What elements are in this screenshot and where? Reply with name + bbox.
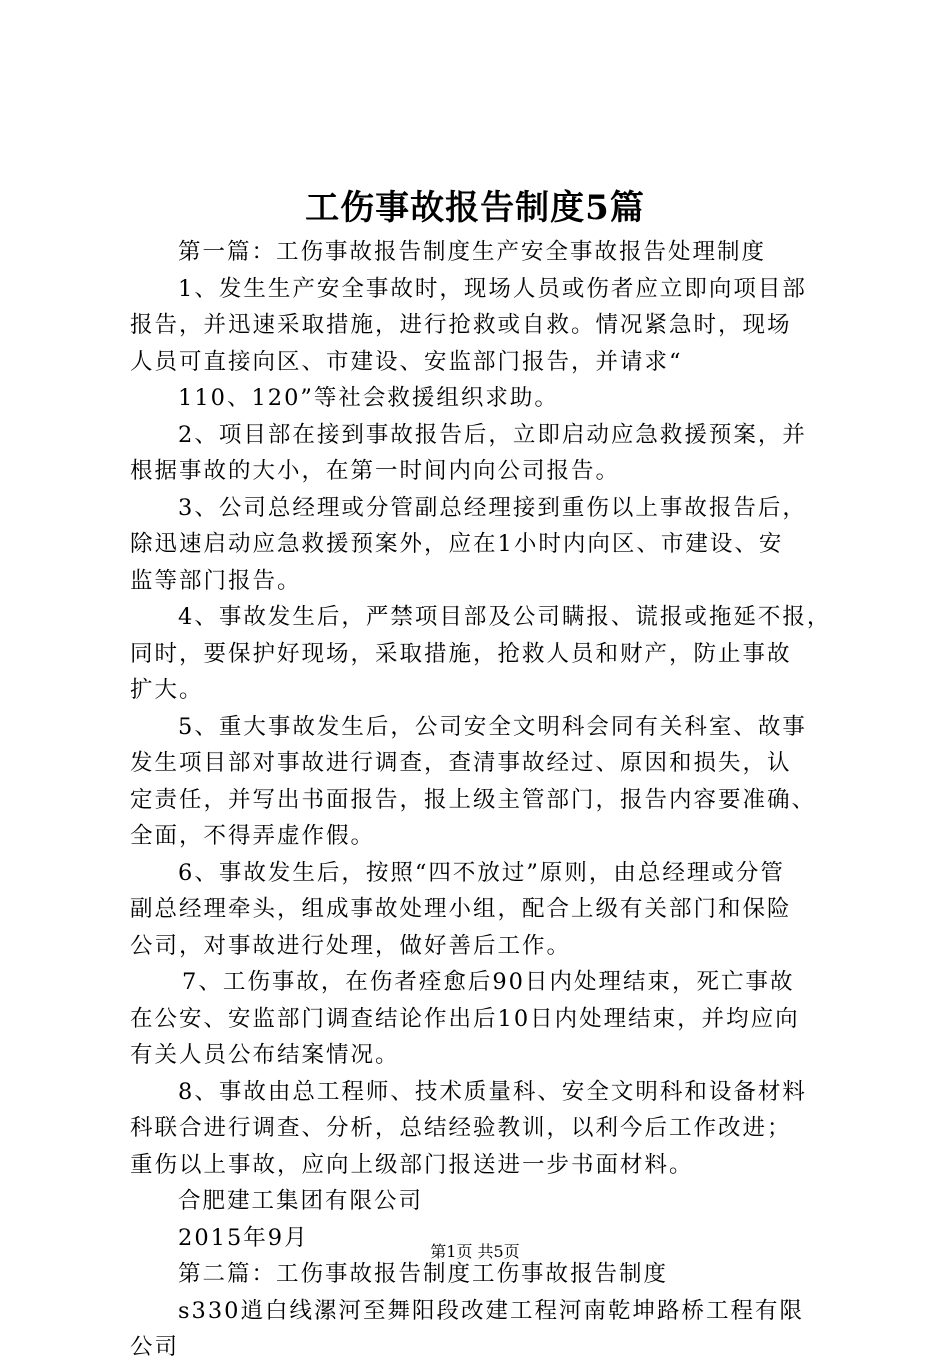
document-title: 工伤事故报告制度5篇 bbox=[305, 188, 645, 228]
paragraph-line: 同时，要保护好现场，采取措施，抢救人员和财产，防止事故 bbox=[130, 640, 792, 667]
paragraph-line: 公司，对事故进行处理，做好善后工作。 bbox=[130, 932, 572, 959]
paragraph-line: 科联合进行调查、分析，总结经验教训，以利今后工作改进； bbox=[130, 1115, 792, 1141]
section-heading-1: 第一篇：工伤事故报告制度生产安全事故报告处理制度 bbox=[178, 239, 767, 265]
paragraph-line: 报告，并迅速采取措施，进行抢救或自救。情况紧急时，现场 bbox=[130, 312, 792, 338]
paragraph-line: 除迅速启动应急救援预案外，应在1小时内向区、市建设、安 bbox=[130, 531, 784, 557]
paragraph-line: 110、120”等社会救援组织求助。 bbox=[178, 385, 559, 411]
paragraph-line: 5、重大事故发生后，公司安全文明科会同有关科室、故事 bbox=[178, 713, 807, 740]
page-footer: 第1页 共5页 bbox=[430, 1242, 520, 1261]
paragraph-line: 定责任，并写出书面报告，报上级主管部门，报告内容要准确、 bbox=[130, 786, 817, 813]
paragraph-line: 在公安、安监部门调查结论作出后10日内处理结束，并均应向 bbox=[130, 1005, 800, 1032]
paragraph-line: 1、发生生产安全事故时，现场人员或伤者应立即向项目部 bbox=[178, 275, 807, 302]
paragraph-line: 扩大。 bbox=[130, 677, 204, 703]
document-body bbox=[130, 234, 830, 1366]
paragraph-line: 4、事故发生后，严禁项目部及公司瞒报、谎报或拖延不报， bbox=[178, 604, 832, 630]
paragraph-line: 根据事故的大小，在第一时间内向公司报告。 bbox=[130, 458, 621, 484]
signature-date: 2015年9月 bbox=[178, 1224, 309, 1251]
paragraph-line: 发生项目部对事故进行调查，查清事故经过、原因和损失，认 bbox=[130, 750, 792, 776]
paragraph-line: s330逍白线漯河至舞阳段改建工程河南乾坤路桥工程有限 bbox=[178, 1297, 804, 1324]
paragraph-line: 副总经理牵头，组成事故处理小组，配合上级有关部门和保险 bbox=[130, 896, 792, 922]
company-signature: 合肥建工集团有限公司 bbox=[178, 1188, 424, 1214]
paragraph-line: 公司 bbox=[130, 1334, 180, 1360]
paragraph-line: 8、事故由总工程师、技术质量科、安全文明科和设备材料 bbox=[178, 1078, 807, 1105]
paragraph-line: 2、项目部在接到事故报告后，立即启动应急救援预案，并 bbox=[178, 421, 807, 448]
paragraph-line: 人员可直接向区、市建设、安监部门报告，并请求“ bbox=[130, 348, 683, 375]
paragraph-line: 全面，不得弄虚作假。 bbox=[130, 823, 376, 849]
paragraph-line: 6、事故发生后，按照“四不放过”原则，由总经理或分管 bbox=[178, 859, 785, 886]
paragraph-line: 重伤以上事故，应向上级部门报送进一步书面材料。 bbox=[130, 1151, 694, 1178]
paragraph-line: 7、工伤事故，在伤者痊愈后90日内处理结束，死亡事故 bbox=[182, 969, 795, 995]
paragraph-line: 有关人员公布结案情况。 bbox=[130, 1042, 400, 1068]
section-heading-2: 第二篇：工伤事故报告制度工伤事故报告制度 bbox=[178, 1261, 669, 1287]
paragraph-line: 监等部门报告。 bbox=[130, 567, 302, 594]
paragraph-line: 3、公司总经理或分管副总经理接到重伤以上事故报告后， bbox=[178, 494, 807, 521]
